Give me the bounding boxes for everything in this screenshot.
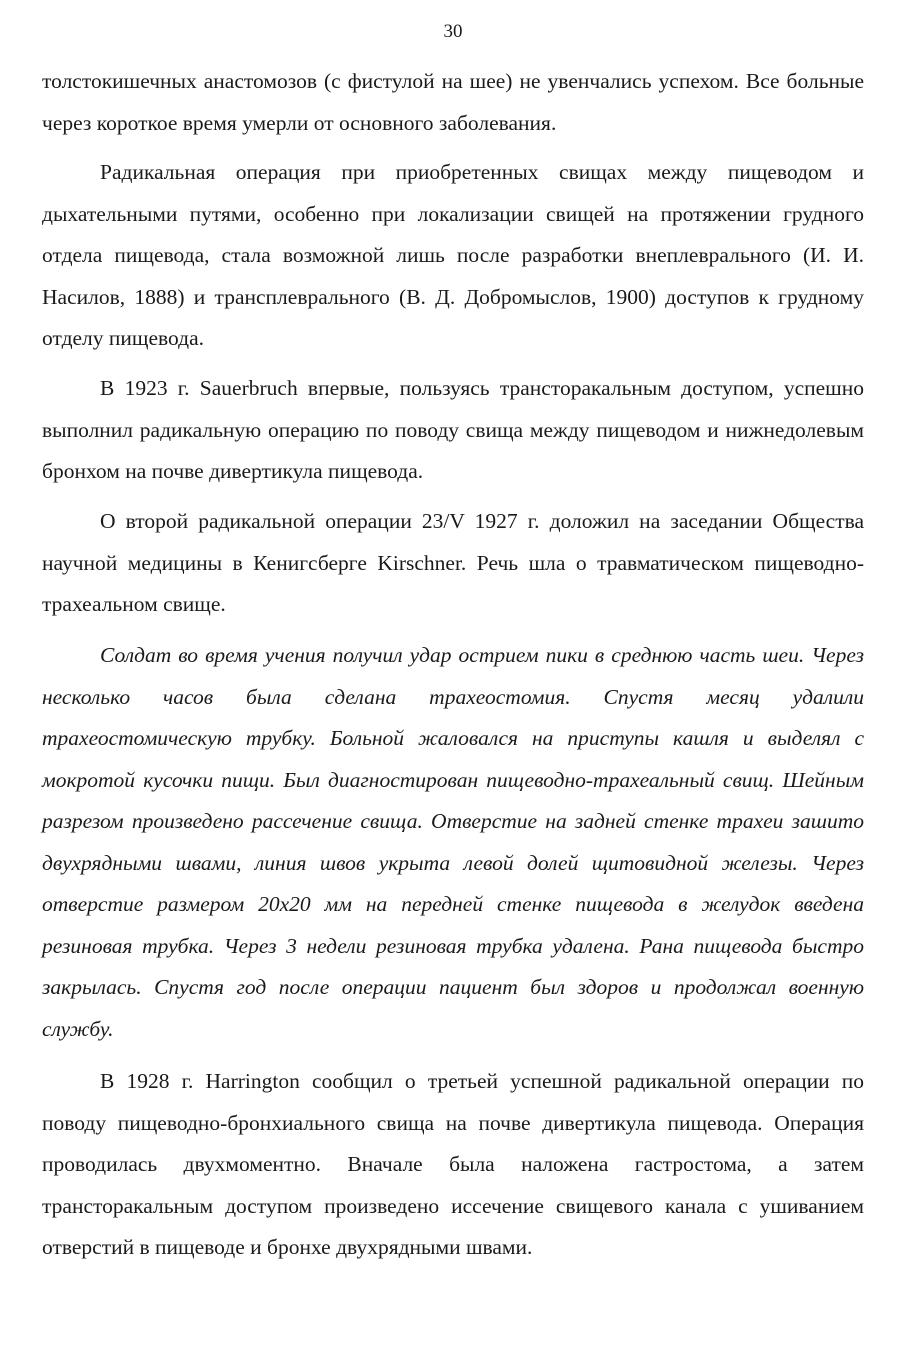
paragraph-radical-operation: Радикальная операция при приобретенных свищах между пищеводом и дыхательными путями, особенно при локализации свищей на протяжении грудного отдела пищевода, стала возможной лишь после разработки внеплеврального (И. И. Насилов, 1888) и трансплеврального (В. Д. Добромыслов, 1900) доступов к грудному отделу пищевода. bbox=[42, 160, 864, 350]
paragraph-case-report: Солдат во время учения получил удар острием пики в среднюю часть шеи. Через несколько часов была сделана трахеостомия. Спустя месяц удалили трахеостомическую трубку. Больной жаловался на приступы кашля и выделял с мокротой кусочки пищи. Был диагностирован пищеводно-трахеальный свищ. Шейным разрезом произведено рассечение свища. Отверстие на задней стенке трахеи зашито двухрядными швами, линия швов укрыта левой долей щитовидной железы. Через отверстие размером 20х20 мм на передней стенке пищевода в желудок введена резиновая трубка. Через 3 недели резиновая трубка удалена. Рана пищевода быстро закрылась. Спустя год после операции пациент был здоров и продолжал военную службу. bbox=[42, 643, 864, 1041]
page-number: 30 bbox=[443, 21, 463, 42]
paragraph-continuation: толстокишечных анастомозов (с фистулой на шее) не увенчались успехом. Все больные через короткое время умерли от основного заболевания. bbox=[42, 69, 864, 135]
paragraph-sauerbruch-1923: В 1923 г. Sauerbruch впервые, пользуясь трансторакальным доступом, успешно выполнил радикальную операцию по поводу свища между пищеводом и нижнедолевым бронхом на почве дивертикула пищевода. bbox=[42, 376, 864, 483]
paragraph-kirschner-1927: О второй радикальной операции 23/V 1927 г. доложил на заседании Общества научной медицины в Кенигсберге Kirschner. Речь шла о травматическом пищеводно-трахеальном свище. bbox=[42, 509, 864, 616]
paragraph-harrington-1928: В 1928 г. Harrington сообщил о третьей успешной радикальной операции по поводу пищеводно-бронхиального свища на почве дивертикула пищевода. Операция проводилась двухмоментно. Вначале была наложена гастростома, а затем трансторакальным доступом произведено иссечение свищевого канала с ушиванием отверстий в пищеводе и бронхе двухрядными швами. bbox=[42, 1069, 864, 1259]
